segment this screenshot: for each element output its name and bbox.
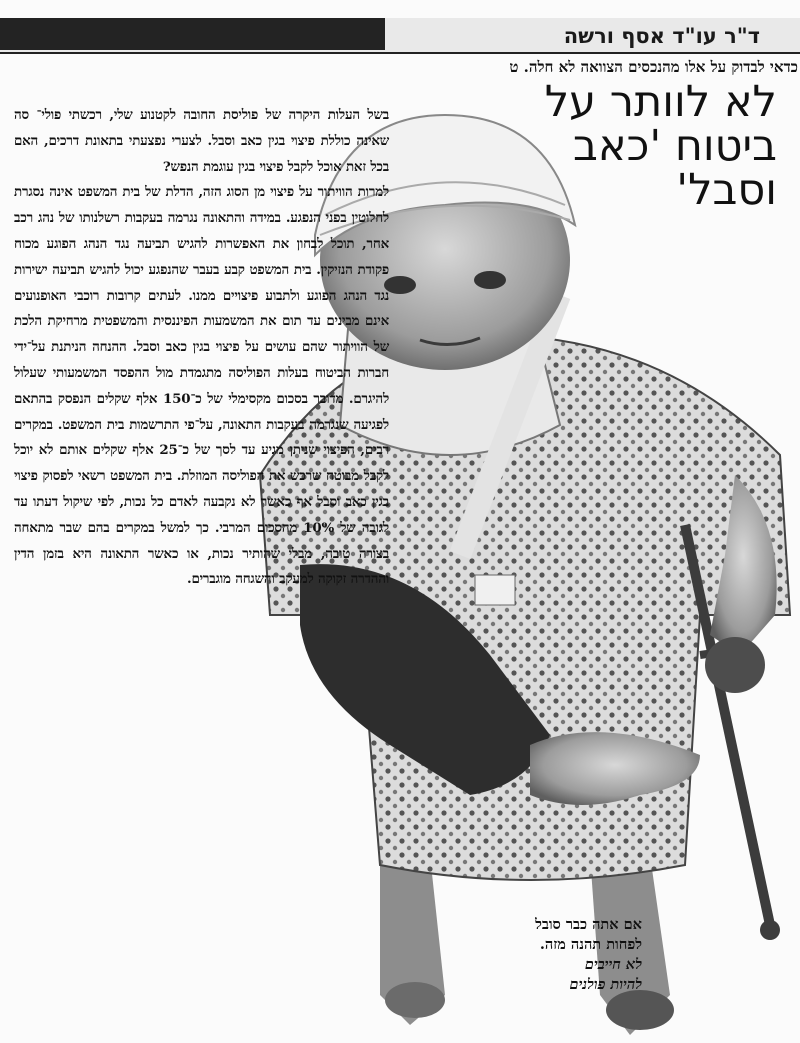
- article-paragraph-question: בשל העלות היקרה של פוליסת החובה לקטנוע שלי, רכשתי פולי־ סה שאינה כוללת פיצוי בגין כאב וסבל. לצערי נפצעתי בתאונת דרכים, האם בכל זאת אוכל לקבל פיצוי בגין עוגמת הנפש?: [14, 107, 389, 175]
- headline: לא לוותר על ביטוח 'כאב וסבל': [544, 77, 777, 215]
- byline-dark-block: [0, 18, 385, 50]
- top-rule: [0, 52, 800, 54]
- kicker-line: כדאי לבדוק על אלו מהנכסים הצוואה לא חלה. ט: [509, 58, 798, 76]
- pull-quote: [432, 915, 642, 995]
- article-body: [14, 103, 389, 593]
- article-paragraph-answer: למרות הוויתור על פיצוי מן הסוג הזה, הדלת של בית המשפט אינה נסגרת לחלוטין בפני הנפגע. במידה והתאונה נגרמה בעקבות רשלנותו של נהג רכב אחר, תוכל לבחון את האפשרות להגיש תביעה נגד הנהג הפוגע מכוח פקודת הנזיקין. בית המשפט קבע בעבר שהנפגע יכול להגיש תביעה ישירות נגד הנהג הפוגע ולתבוע פיצויים ממנו. לעתים קרובות רוכבי האופנועים אינם מבינים עד תום את המשמעות הפיננסית והמשפטית מרחיקת הלכת של הוויתור שהם עושים על פיצוי בגין כאב וסבל. ההנחה הניתנת על־ידי חברות הביטוח בעלות הפוליסה מתגמדת מול ההפסד המשמעותי שעלול להיגרם. מדובר בסכום מקסימלי של כ־150 אלף שקלים הנפסק בהתאם לפגיעה שנגרמה בעקבות התאונה, על־פי התרשמות בית המשפט. במקרים רבים, הפיצוי שניתן מגיע עד לסך של כ־25 אלף שקלים אותם לא יוכל לקבל מבוטח שרכש את הפוליסה המוזלת. בית המשפט רשאי לפסוק פיצוי בגין כאב וסבל אף כאשר לא נקבעה לאדם כל נכות, לפי שיקול דעתו עד לגובה של 10% מהסכום המרבי. כך למשל במקרים בהם שבר מתאחה בצורה טובה, מבלי שהותיר נכות, או כאשר התאונה היא בזמן הדין וההדרה זקוקה למעקב והשגחה מוגברים.: [14, 184, 390, 588]
- pull-quote-line: להיות פולנים: [569, 976, 642, 993]
- pull-quote-line: לפחות תהנה מזה.: [539, 936, 642, 953]
- pull-quote-line: אם אתה כבר סובל: [535, 916, 642, 933]
- pull-quote-line: לא חייבים: [584, 956, 642, 973]
- author-byline: ד"ר עו"ד אסף ורשה: [563, 24, 760, 48]
